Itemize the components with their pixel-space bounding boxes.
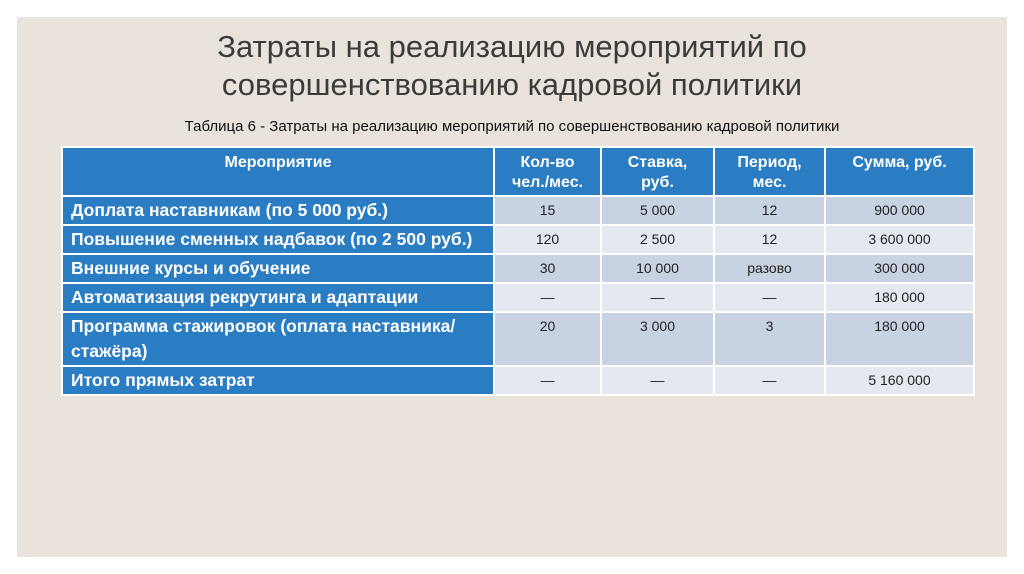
row-sum: 300 000 bbox=[825, 254, 974, 283]
row-period: разово bbox=[714, 254, 825, 283]
row-sum: 3 600 000 bbox=[825, 225, 974, 254]
row-period: 12 bbox=[714, 225, 825, 254]
table-row bbox=[62, 312, 974, 366]
row-qty: — bbox=[494, 283, 601, 312]
header-event: Мероприятие bbox=[62, 147, 494, 196]
header-sum: Сумма, руб. bbox=[825, 147, 974, 196]
table-row bbox=[62, 225, 974, 254]
table-row bbox=[62, 196, 974, 225]
row-event-name: Программа стажировок (оплата наставника/стажёра) bbox=[62, 312, 494, 366]
row-event-name: Внешние курсы и обучение bbox=[62, 254, 494, 283]
row-rate: — bbox=[601, 283, 714, 312]
row-sum: 180 000 bbox=[825, 283, 974, 312]
row-event-name: Автоматизация рекрутинга и адаптации bbox=[62, 283, 494, 312]
slide-title bbox=[0, 28, 1024, 104]
row-qty: — bbox=[494, 366, 601, 395]
row-event-name: Повышение сменных надбавок (по 2 500 руб.) bbox=[62, 225, 494, 254]
row-rate: 10 000 bbox=[601, 254, 714, 283]
row-event-name: Доплата наставникам (по 5 000 руб.) bbox=[62, 196, 494, 225]
table-row bbox=[62, 283, 974, 312]
row-qty: 30 bbox=[494, 254, 601, 283]
slide-title-line-2: совершенствованию кадровой политики bbox=[221, 67, 803, 102]
table-header-row bbox=[62, 147, 974, 196]
slide-title-line-1: Затраты на реализацию мероприятий по bbox=[217, 29, 807, 64]
header-rate bbox=[601, 147, 714, 196]
row-event-name: Итого прямых затрат bbox=[62, 366, 494, 395]
header-qty bbox=[494, 147, 601, 196]
row-period: — bbox=[714, 366, 825, 395]
row-sum: 5 160 000 bbox=[825, 366, 974, 395]
row-sum: 900 000 bbox=[825, 196, 974, 225]
header-qty-line-2: чел./мес. bbox=[511, 174, 584, 191]
row-period: 3 bbox=[714, 312, 825, 366]
table-row-total bbox=[62, 366, 974, 395]
table-row bbox=[62, 254, 974, 283]
header-period bbox=[714, 147, 825, 196]
row-qty: 20 bbox=[494, 312, 601, 366]
row-period: — bbox=[714, 283, 825, 312]
row-rate: — bbox=[601, 366, 714, 395]
header-rate-line-1: Ставка, bbox=[627, 154, 688, 171]
row-sum: 180 000 bbox=[825, 312, 974, 366]
row-rate: 2 500 bbox=[601, 225, 714, 254]
row-period: 12 bbox=[714, 196, 825, 225]
row-rate: 3 000 bbox=[601, 312, 714, 366]
row-rate: 5 000 bbox=[601, 196, 714, 225]
header-period-line-1: Период, bbox=[737, 154, 802, 171]
header-period-line-2: мес. bbox=[752, 174, 787, 191]
table-caption: Таблица 6 - Затраты на реализацию мероприятий по совершенствованию кадровой политики bbox=[184, 118, 840, 135]
header-rate-line-2: руб. bbox=[641, 174, 674, 191]
row-qty: 120 bbox=[494, 225, 601, 254]
header-qty-line-1: Кол-во bbox=[520, 154, 575, 171]
row-qty: 15 bbox=[494, 196, 601, 225]
costs-table bbox=[61, 146, 975, 396]
